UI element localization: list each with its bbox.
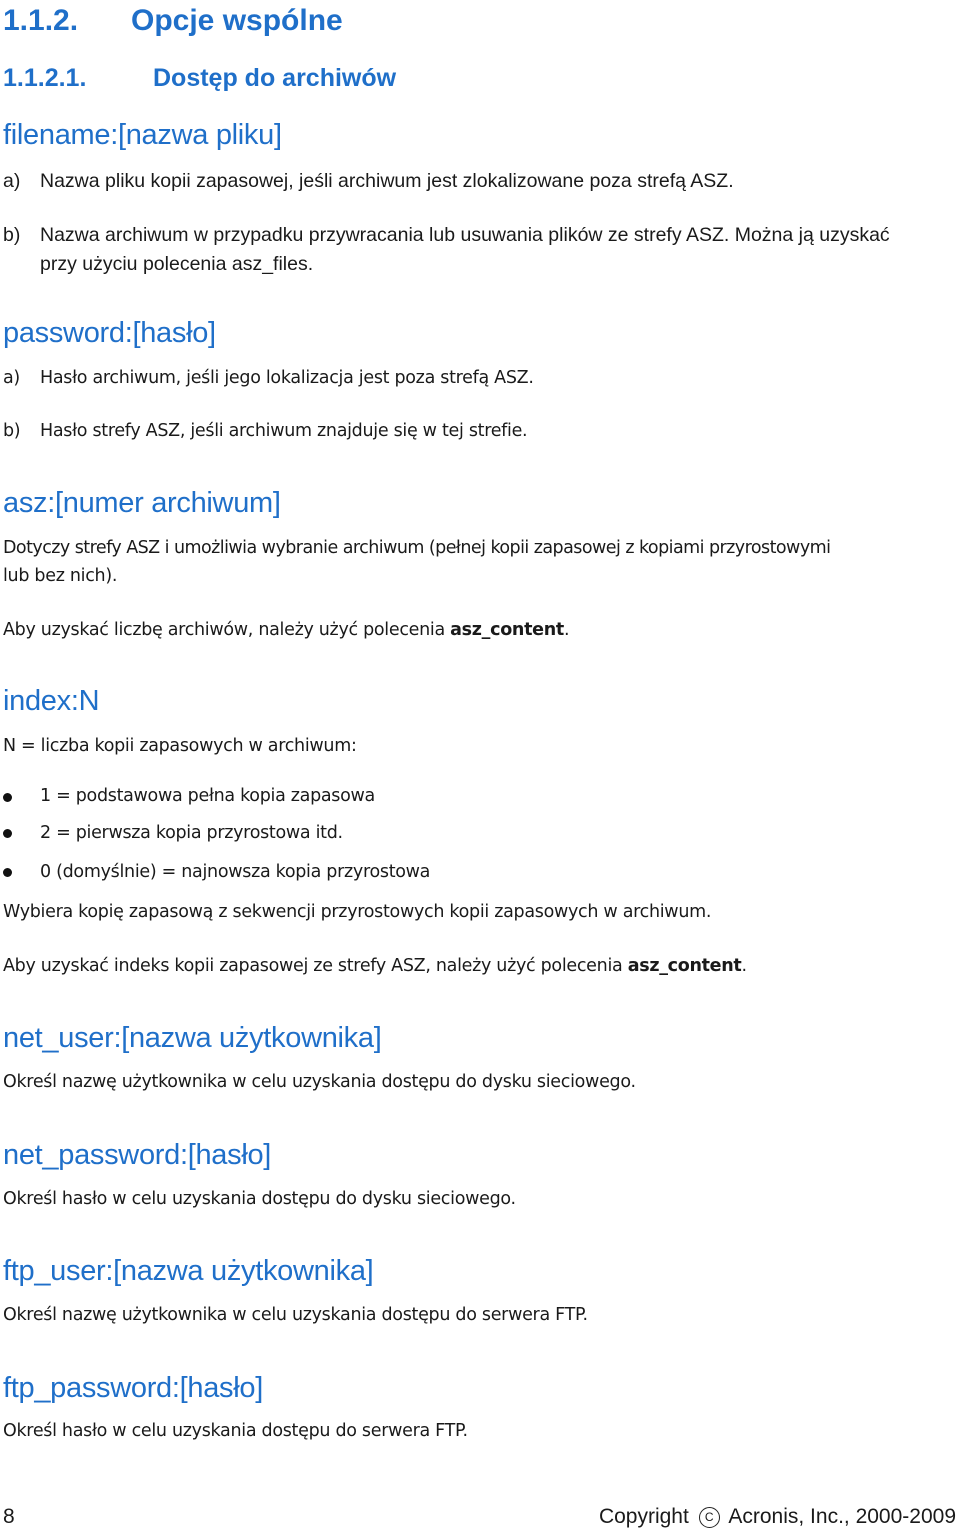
net-user-text: Określ nazwę użytkownika w celu uzyskania dostępu do dysku sieciowego. — [3, 1072, 636, 1092]
index-list-item: 1 = podstawowa pełna kopia zapasowa — [40, 786, 375, 806]
page-number: 8 — [3, 1505, 15, 1528]
list-text: przy użyciu polecenia asz_files. — [40, 253, 314, 275]
subsection-title: Dostęp do archiwów — [153, 64, 397, 92]
index-list-item: 2 = pierwsza kopia przyrostowa itd. — [40, 823, 343, 843]
asz-text-line3 — [3, 620, 569, 640]
net-password-text: Określ hasło w celu uzyskania dostępu do dysku sieciowego. — [3, 1189, 516, 1209]
option-password-heading: password:[hasło] — [3, 317, 216, 349]
copyright-icon: C — [699, 1507, 720, 1528]
index-text-prefix: Aby uzyskać indeks kopii zapasowej ze strefy ASZ, należy użyć polecenia — [3, 956, 628, 976]
asz-text-line2: lub bez nich). — [3, 566, 118, 586]
index-command: asz_content — [627, 956, 742, 976]
list-text: Hasło strefy ASZ, jeśli archiwum znajduje się w tej strefie. — [40, 421, 528, 441]
index-text-line1: Wybiera kopię zapasową z sekwencji przyrostowych kopii zapasowych w archiwum. — [3, 902, 712, 922]
section-heading — [3, 4, 343, 38]
subsection-number: 1.1.2.1. — [3, 64, 87, 92]
subsection-heading — [3, 64, 397, 93]
option-net-password-heading: net_password:[hasło] — [3, 1139, 272, 1171]
list-label: b) — [3, 421, 21, 441]
bullet-icon — [3, 868, 12, 877]
bullet-icon — [3, 829, 12, 838]
option-ftp-user-heading: ftp_user:[nazwa użytkownika] — [3, 1255, 374, 1287]
ftp-user-text: Określ nazwę użytkownika w celu uzyskania dostępu do serwera FTP. — [3, 1305, 588, 1325]
section-title: Opcje wspólne — [131, 4, 343, 37]
index-list-item: 0 (domyślnie) = najnowsza kopia przyrostowa — [40, 862, 431, 882]
index-text-suffix: . — [741, 956, 747, 976]
option-filename-heading: filename:[nazwa pliku] — [3, 119, 282, 151]
list-label: a) — [3, 368, 20, 388]
section-number: 1.1.2. — [3, 4, 79, 37]
option-index-heading: index:N — [3, 685, 100, 717]
asz-command: asz_content — [450, 620, 564, 640]
index-text-line2 — [3, 956, 747, 976]
bullet-icon — [3, 793, 12, 802]
copyright-notice — [599, 1505, 956, 1529]
ftp-password-text: Określ hasło w celu uzyskania dostępu do serwera FTP. — [3, 1421, 468, 1441]
asz-text-prefix: Aby uzyskać liczbę archiwów, należy użyć polecenia — [3, 620, 451, 640]
asz-text-line1: Dotyczy strefy ASZ i umożliwia wybranie archiwum (pełnej kopii zapasowej z kopiami przyrostowymi — [3, 538, 831, 558]
option-asz-heading: asz:[numer archiwum] — [3, 487, 281, 519]
list-text: Nazwa archiwum w przypadku przywracania lub usuwania plików ze strefy ASZ. Można ją uzyskać — [40, 224, 890, 246]
copyright-owner: Acronis, Inc., 2000-2009 — [728, 1505, 956, 1528]
option-ftp-password-heading: ftp_password:[hasło] — [3, 1372, 263, 1404]
copyright-label: Copyright — [598, 1505, 689, 1528]
list-label: b) — [3, 224, 21, 246]
option-net-user-heading: net_user:[nazwa użytkownika] — [3, 1022, 382, 1054]
asz-text-suffix: . — [563, 620, 570, 640]
list-text: Hasło archiwum, jeśli jego lokalizacja jest poza strefą ASZ. — [40, 368, 534, 388]
list-text: Nazwa pliku kopii zapasowej, jeśli archiwum jest zlokalizowane poza strefą ASZ. — [40, 170, 734, 192]
index-intro: N = liczba kopii zapasowych w archiwum: — [3, 736, 357, 756]
list-label: a) — [3, 170, 21, 192]
